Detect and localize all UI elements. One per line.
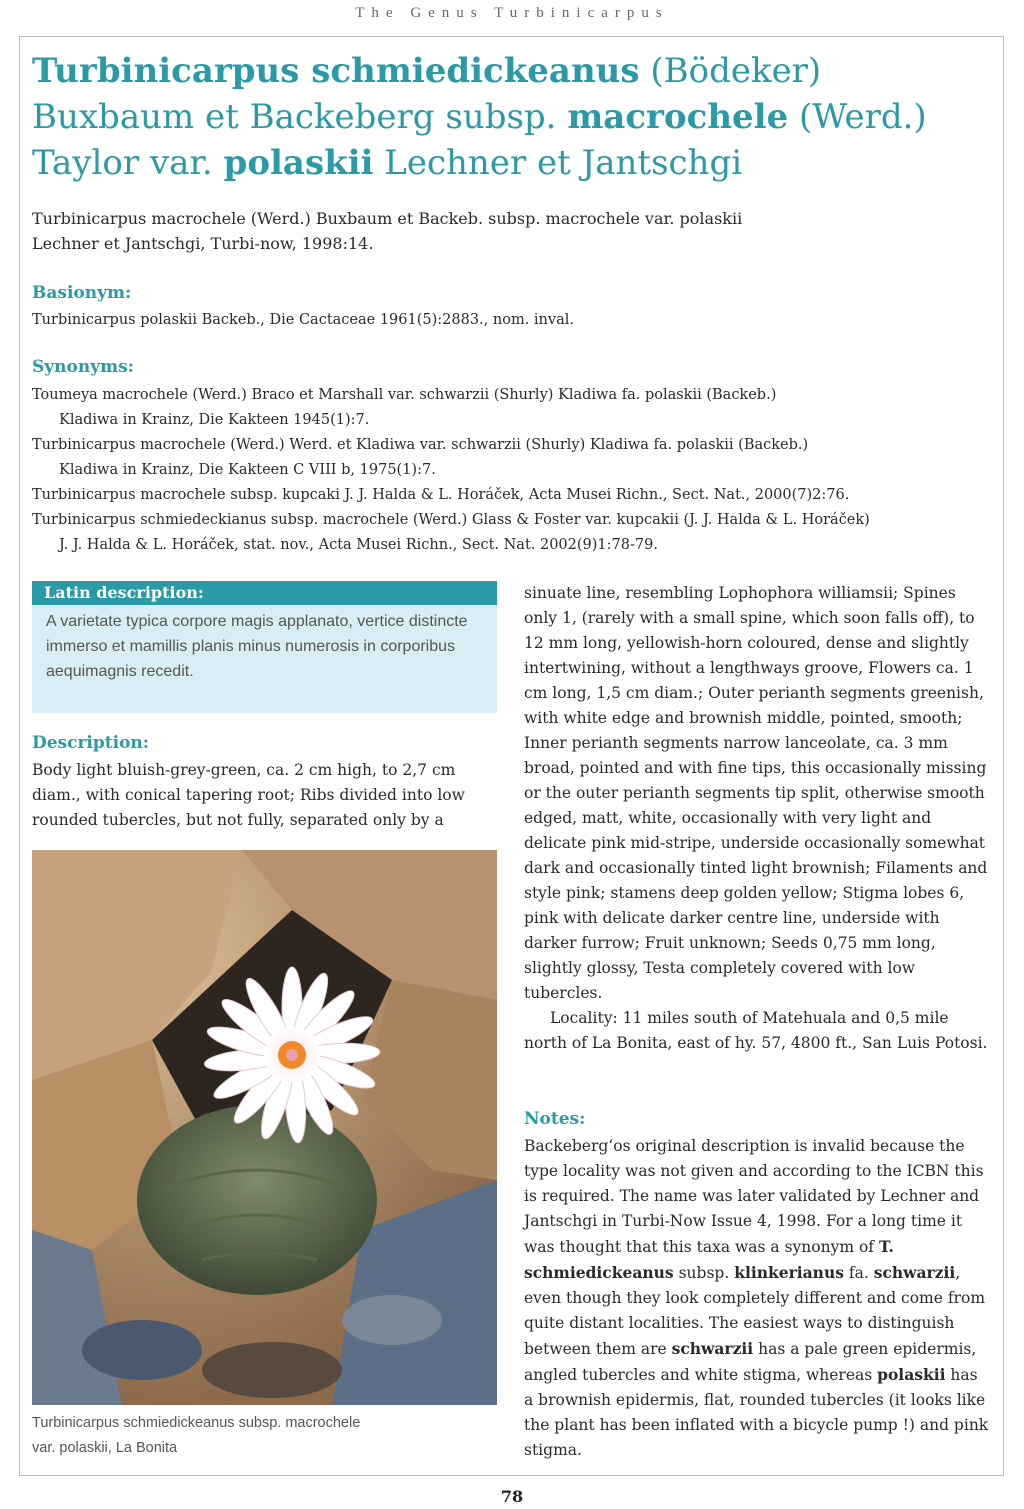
notes-bold-taxon: polaskii [877,1365,946,1384]
notes-bold-taxon: klinkerianus [734,1263,844,1282]
notes-text [524,1134,989,1463]
notes-part: , even though they look completely different and come from quite distant localities. The easiest ways to distinguish between them are [524,1264,986,1358]
lead-line-1: Turbinicarpus macrochele (Werd.) Buxbaum et Backeb. subsp. macrochele var. polaskii [32,209,743,228]
notes-part: has a pale green epidermis, angled tubercles and white stigma, whereas [524,1340,977,1384]
title-variety: polaskii [223,143,374,183]
description-continued [524,581,989,1056]
page-number: 78 [500,1487,524,1506]
title-author-3: (Werd.) [788,97,927,137]
synonym-item-cont: Kladiwa in Krainz, Die Kakteen C VIII b, 1975(1):7. [59,462,436,478]
synonyms-heading: Synonyms: [32,357,134,377]
title-author-5: Lechner et Jantschgi [373,143,743,183]
notes-part: fa. [843,1264,874,1282]
title-author-4: Taylor var. [32,143,224,183]
lead-line-2: Lechner et Jantschgi, Turbi-now, 1998:14. [32,234,374,253]
title-genus-species: Turbinicarpus schmiedickeanus [32,51,640,91]
synonym-item: Turbinicarpus macrochele (Werd.) Werd. et Kladiwa var. schwarzii (Shurly) Kladiwa fa. polaskii (Backeb.) [32,437,809,453]
species-title [32,48,992,186]
basionym-heading: Basionym: [32,283,132,303]
photo-caption-line-2: var. polaskii, La Bonita [32,1440,178,1456]
running-head: The Genus Turbinicarpus [355,5,669,21]
description-heading: Description: [32,733,150,753]
synonym-item-cont: Kladiwa in Krainz, Die Kakteen 1945(1):7. [59,412,370,428]
title-author-2: Buxbaum et Backeberg subsp. [32,97,568,137]
description-continued-text: sinuate line, resembling Lophophora williamsii; Spines only 1, (rarely with a small spine, which soon falls off), to 12 mm long, yellowish-horn coloured, dense and slightly intertwining, without a lengthways groove, Flowers ca. 1 cm long, 1,5 cm diam.; Outer perianth segments greenish, with white edge and brownish middle, pointed, smooth; Inner perianth segments narrow lanceolate, ca. 3 mm broad, pointed and with fine tips, this occasionally missing or the outer perianth segments tip split, otherwise smooth edged, matt, white, occasionally with very light and delicate pink mid-stripe, underside occasionally somewhat dark and occasionally tinted light brownish; Filaments and style pink; stamens deep golden yellow; Stigma lobes 6, pink with delicate darker centre line, underside with darker furrow; Fruit unknown; Seeds 0,75 mm long, slightly glossy, Testa completely covered with low tubercles. [524,584,988,1002]
photo-caption [32,1411,502,1461]
synonym-item-cont: J. J. Halda & L. Horáček, stat. nov., Acta Musei Richn., Sect. Nat. 2002(9)1:78-79. [59,537,658,553]
lead-citation [32,206,972,256]
synonym-item: Turbinicarpus macrochele subsp. kupcaki J. J. Halda & L. Horáček, Acta Musei Richn., Sect. Nat., 2000(7)2:76. [32,487,850,503]
cactus-photo [32,850,497,1405]
latin-description-box [32,581,497,713]
notes-part: has a brownish epidermis, flat, rounded tubercles (it looks like the plant has been inflated with a bicycle pump !) and pink stigma. [524,1366,989,1459]
notes-bold-taxon: T. schmiedickeanus [524,1237,894,1282]
cactus-photo-illustration [32,850,497,1405]
locality-text: Locality: 11 miles south of Matehuala and 0,5 mile north of La Bonita, east of hy. 57, 4800 ft., San Luis Potosi. [524,1009,988,1052]
title-author-1: (Bödeker) [639,51,822,91]
synonyms-list [32,383,992,558]
synonym-item: Turbinicarpus schmiedeckianus subsp. macrochele (Werd.) Glass & Foster var. kupcakii (J. J. Halda & L. Horáček) [32,512,870,528]
notes-bold-taxon: schwarzii [671,1339,754,1358]
title-subspecies: macrochele [567,97,789,137]
latin-description-heading: Latin description: [32,581,497,605]
latin-description-text: A varietate typica corpore magis applanato, vertice distincte immerso et mamillis planis minus numerosis in corporibus aequimagnis recedit. [46,613,468,680]
notes-part: Backeberg‘os original description is invalid because the type locality was not given and according to the ICBN this is required. The name was later validated by Lechner and Jantschgi in Turbi-Now Issue 4, 1998. For a long time it was thought that this taxa was a synonym of [524,1137,984,1256]
notes-part: subsp. [673,1264,735,1282]
synonym-item: Toumeya macrochele (Werd.) Braco et Marshall var. schwarzii (Shurly) Kladiwa fa. polaskii (Backeb.) [32,387,777,403]
basionym-text: Turbinicarpus polaskii Backeb., Die Cactaceae 1961(5):2883., nom. inval. [32,312,574,328]
description-text: Body light bluish-grey-green, ca. 2 cm high, to 2,7 cm diam., with conical tapering root; Ribs divided into low rounded tubercles, but not fully, separated only by a [32,761,465,829]
photo-caption-line-1: Turbinicarpus schmiedickeanus subsp. macrochele [32,1415,361,1431]
notes-heading: Notes: [524,1109,586,1129]
notes-bold-taxon: schwarzii [873,1263,956,1282]
